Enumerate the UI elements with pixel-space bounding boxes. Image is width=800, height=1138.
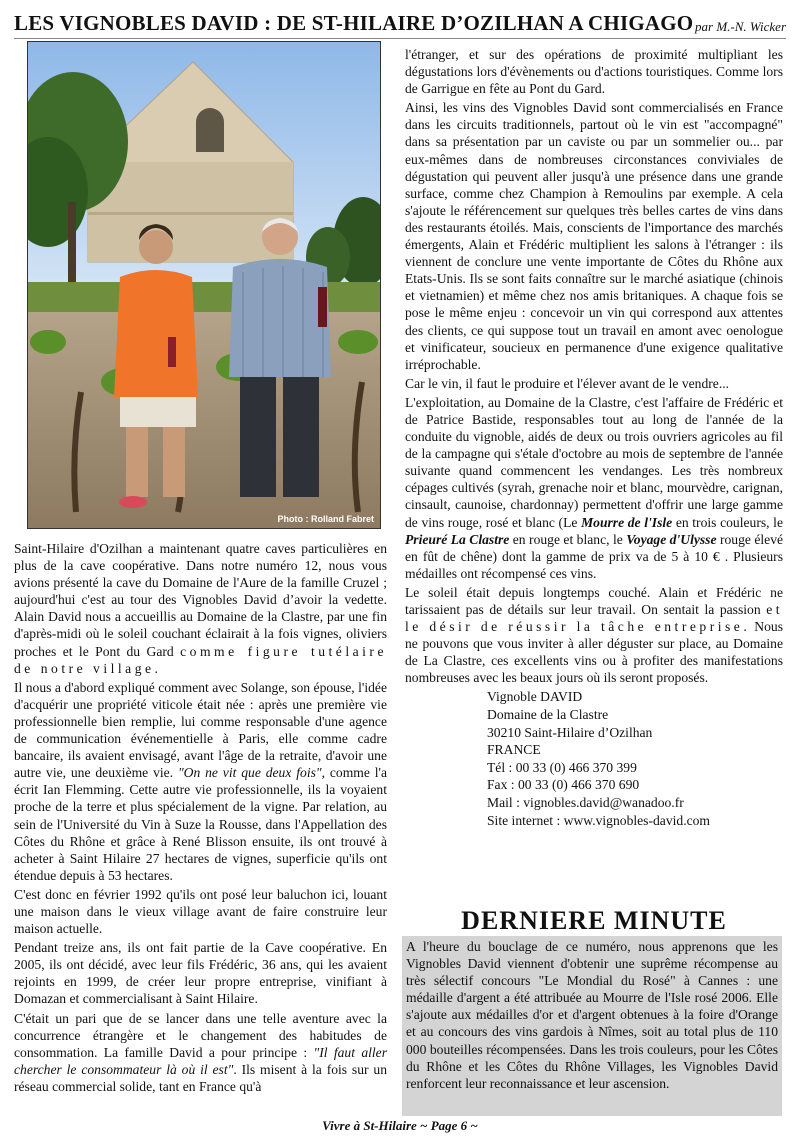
left-column [14,540,387,1097]
paragraph: Le soleil était depuis longtemps couché. Alain et Frédéric ne tarissaient pas de détails sur leur travail. On sentait la passion et le désir de réussir la tâche entreprise. Nous ne pouvons que vous inviter à aller déguster sur place, au Domaine de La Clastre, ces excellents vins ou à profiter des manifestations nombreuses avec les beaux jours où ils seront proposés. [405,584,783,686]
wine-name: Voyage d'Ulysse [626,531,717,547]
paragraph: l'étranger, et sur des opérations de proximité multipliant les dégustations lors d'évènements ou d'actions touristiques. Comme lors de Garrigue en fête au Pont du Gard. [405,47,783,97]
last-minute-box: A l'heure du bouclage de ce numéro, nous apprenons que les Vignobles David viennent d'obtenir une suprême récompense au très sélectif concours "Le Mondial du Rosé" à Cannes : une médaille d'argent a été attribuée au Mourre de l'Isle rosé 2006. Elle s'ajoute aux médailles d'or et d'argent obtenues à la foire d'Orange et au concours des vins gardois à Nîmes, soit au total plus de 110 000 bouteilles récompensées. Dans les trois couleurs, pour les Côtes du Rhône et les Côtes du Rhône Villages, les Vignobles David renforcent leur reconnaissance et leur ascension. [402,936,782,1116]
article-title: LES VIGNOBLES DAVID : DE ST-HILAIRE D’OZILHAN A CHIGAGO [14,11,694,35]
right-column [405,46,783,829]
paragraph: C'est donc en février 1992 qu'ils ont posé leur baluchon ici, louant une maison dans le vieux village avant de faire construire leur maison actuelle. [14,886,387,937]
phone: Tél : 00 33 (0) 466 370 399 [487,759,637,775]
city: 30210 Saint-Hilaire d’Ozilhan [487,724,653,740]
paragraph: L'exploitation, au Domaine de la Clastre, c'est l'affaire de Frédéric et de Patrice Bastide, responsables tout au long de l'année de la conduite du vignoble, aidés de deux ou trois ouvriers agricoles au fil de la campagne qui s'étale d'octobre au mois de septembre de l'année suivante quand commencent les vendanges. Les très nombreux cépages cultivés (syrah, grenache noir et blanc, mourvèdre, carignan, cinsault, caunoise, chardonnay) permettent d'offrir une large gamme de vins rouge, rosé et blanc (Le Mourre de l'Isle en trois couleurs, le Prieuré La Clastre en rouge et blanc, le Voyage d'Ulysse rouge élevé en fût de chêne) dont la gamme de prix va de 5 à 10 € . Plusieurs médailles ont récompensé ces vins. [405,394,784,581]
contact-address [487,688,783,829]
website: Site internet : www.vignobles-david.com [487,812,710,828]
paragraph: Car le vin, il faut le produire et l'élever avant de le vendre... [405,375,730,391]
page-header [14,8,786,39]
paragraph: C'était un pari que de se lancer dans une telle aventure avec la concurrence étrangère et le changement des habitudes de consommation. La famille David a pour principe : "Il faut aller chercher le consommateur là où il est". Ils misent à la fois sur un réseau commercial solide, tant en France qu'à [14,1010,387,1094]
paragraph: Ainsi, les vins des Vignobles David sont commercialisés en France dans les circuits traditionnels, partout où le vin est "accompagné" dans sa présentation par un caviste ou par un sommelier ou... par eux-mêmes dans de nombreuses circonstances conviviales de dégustation qui peuvent aller jusqu'à une présence dans une grande surface, comme chez Champion à Remoulins par exemple. A cela s'ajoute le référencement sur quelques très belles cartes de vins dans des restaurants étoilés. Mais, conscients de l'importance des marchés émergents, Alain et Frédéric multiplient les salons à l'étranger : ils viennent de conclure une vente importante de Côtes du Rhône aux Etats-Unis. Ils se sont faits connaître sur le marché asiatique (chinois et vietnamien) et même chez nos amis britaniques. A chaque fois se pose le même enjeu : concevoir un vin qui correspond aux attentes des clients, ce qui suppose tout un travail en amont avec oenologue et vinificateur, soucieux en permanence d'une exigence qualitative irréprochable. [405,100,783,372]
domain-name: Domaine de la Clastre [487,707,609,723]
page-footer: Vivre à St-Hilaire ~ Page 6 ~ [322,1118,478,1133]
article-author: par M.-N. Wicker [695,19,786,34]
wine-name: Prieuré La Clastre [405,531,510,547]
last-minute-title: DERNIERE MINUTE [461,906,727,935]
photo-credit: Photo : Rolland Fabret [277,514,374,524]
wine-name: Mourre de l'Isle [581,514,673,530]
fax: Fax : 00 33 (0) 466 370 690 [487,777,640,793]
company-name: Vignoble DAVID [487,689,583,705]
country: FRANCE [487,742,541,758]
paragraph: Saint-Hilaire d'Ozilhan a maintenant quatre caves particulières en plus de la cave coopérative. Dans notre numéro 12, nous vous avions présenté la cave du Domaine de l'Aure de la famille Cruzel ; aujourd'hui c'est au tour des Vignobles David d’avoir la vedette. Alain David nous a accueillis au Domaine de la Clastre, par une fin d'après-midi où le soleil couchant éclairait à la fois vignes, oliviers proches et le Pont du Gard comme figure tutélaire de notre village. [14,541,387,676]
paragraph: Il nous a d'abord expliqué comment avec Solange, son épouse, l'idée d'acquérir une propriété viticole était née : après une première vie professionnelle bien remplie, lui comme responsable d'une agence de communication événementielle à Paris, elle comme cadre bancaire, ils avaient envisagé, avant l'âge de la retraite, d'avoir une autre vie, une deuxième vie. "On ne vit que deux fois", comme l'a écrit Ian Flemming. Cette autre vie professionnelle, ils la voyaient proche de la terre et plus spécialement de la vigne. Par relation, au sein de l'Université du Vin à Suze la Rousse, dans l'Appellation des Côtes du Rhône et grâce à René Blisson ensuite, ils ont trouvé à acheter à Saint Hilaire 27 hectares de vignes, superficie qu'ils ont étendue depuis à 53 hectares. [14,679,387,883]
email: Mail : vignobles.david@wanadoo.fr [487,795,684,811]
vineyard-photo [27,41,381,529]
paragraph: Pendant treize ans, ils ont fait partie de la Cave coopérative. En 2005, ils ont décidé, avec leur fils Frédéric, 36 ans, qui les avaient rejoints en 1999, de créer leur propre entreprise, vinifiant à Domazan et commercialisant à Saint Hilaire. [14,940,387,1007]
